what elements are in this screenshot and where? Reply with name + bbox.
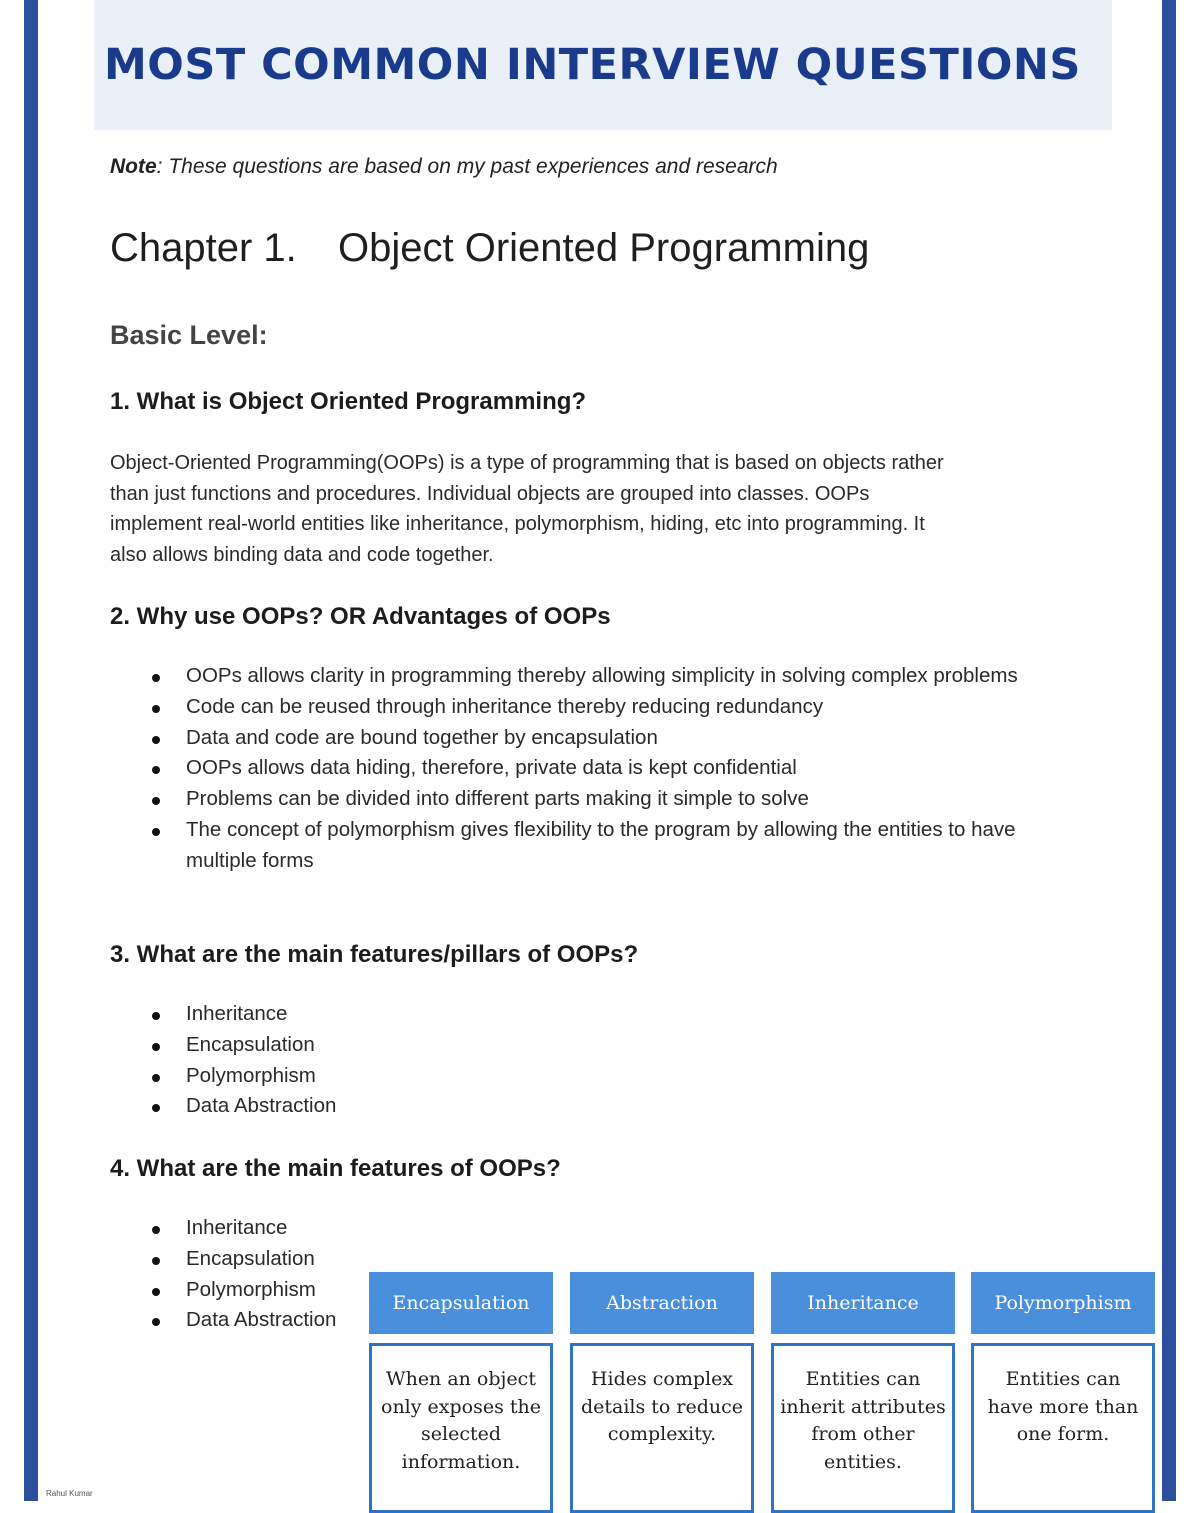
- answer-line: also allows binding data and code together.: [110, 544, 494, 567]
- chapter-heading: [110, 226, 869, 271]
- chapter-number: Chapter 1.: [110, 226, 297, 270]
- question-1-title: 1. What is Object Oriented Programming?: [110, 388, 587, 415]
- list-item: Polymorphism: [150, 1275, 365, 1306]
- list-item: Inheritance: [150, 999, 550, 1030]
- list-item: Encapsulation: [150, 1244, 365, 1275]
- pillar-description-polymorphism: Entities can have more than one form.: [971, 1343, 1155, 1513]
- pillar-header-inheritance: Inheritance: [771, 1272, 955, 1334]
- pillar-description-abstraction: Hides complex details to reduce complexity.: [570, 1343, 754, 1513]
- question-1-answer: [110, 448, 1100, 571]
- list-item: The concept of polymorphism gives flexibility to the program by allowing the entities to have multiple forms: [150, 815, 1050, 877]
- pillar-header-encapsulation: Encapsulation: [369, 1272, 553, 1334]
- pillar-header-abstraction: Abstraction: [570, 1272, 754, 1334]
- author-signature: Rahul Kumar: [46, 1489, 93, 1498]
- question-3-title: 3. What are the main features/pillars of OOPs?: [110, 941, 639, 968]
- chapter-title: Object Oriented Programming: [338, 226, 870, 270]
- question-2-title: 2. Why use OOPs? OR Advantages of OOPs: [110, 603, 611, 630]
- list-item: Code can be reused through inheritance thereby reducing redundancy: [150, 692, 1050, 723]
- advantages-list: [150, 661, 1050, 877]
- list-item: OOPs allows clarity in programming thereby allowing simplicity in solving complex problems: [150, 661, 1050, 692]
- note-text: : These questions are based on my past experiences and research: [156, 155, 778, 178]
- list-item: Problems can be divided into different parts making it simple to solve: [150, 784, 1050, 815]
- title-banner: [94, 0, 1112, 130]
- list-item: Encapsulation: [150, 1030, 550, 1061]
- pillar-header-polymorphism: Polymorphism: [971, 1272, 1155, 1334]
- list-item: Polymorphism: [150, 1061, 550, 1092]
- list-item: Inheritance: [150, 1213, 365, 1244]
- note-line: [110, 155, 778, 179]
- answer-line: Object-Oriented Programming(OOPs) is a type of programming that is based on objects rather: [110, 452, 944, 474]
- list-item: Data and code are bound together by encapsulation: [150, 723, 1050, 754]
- list-item: Data Abstraction: [150, 1091, 550, 1122]
- pillar-description-encapsulation: When an object only exposes the selected information.: [369, 1343, 553, 1513]
- list-item: Data Abstraction: [150, 1305, 365, 1336]
- features-list: [150, 1213, 365, 1336]
- page-title: MOST COMMON INTERVIEW QUESTIONS: [104, 40, 1081, 90]
- pillars-list: [150, 999, 550, 1122]
- list-item: OOPs allows data hiding, therefore, private data is kept confidential: [150, 753, 1050, 784]
- left-border-rule: [24, 0, 38, 1501]
- answer-line: implement real-world entities like inheritance, polymorphism, hiding, etc into programming. It: [110, 513, 925, 536]
- pillar-description-inheritance: Entities can inherit attributes from other entities.: [771, 1343, 955, 1513]
- right-border-rule: [1162, 0, 1176, 1501]
- note-label: Note: [110, 155, 157, 178]
- question-4-title: 4. What are the main features of OOPs?: [110, 1155, 561, 1182]
- answer-line: than just functions and procedures. Individual objects are grouped into classes. OOPs: [110, 482, 870, 505]
- level-heading: Basic Level:: [110, 320, 268, 350]
